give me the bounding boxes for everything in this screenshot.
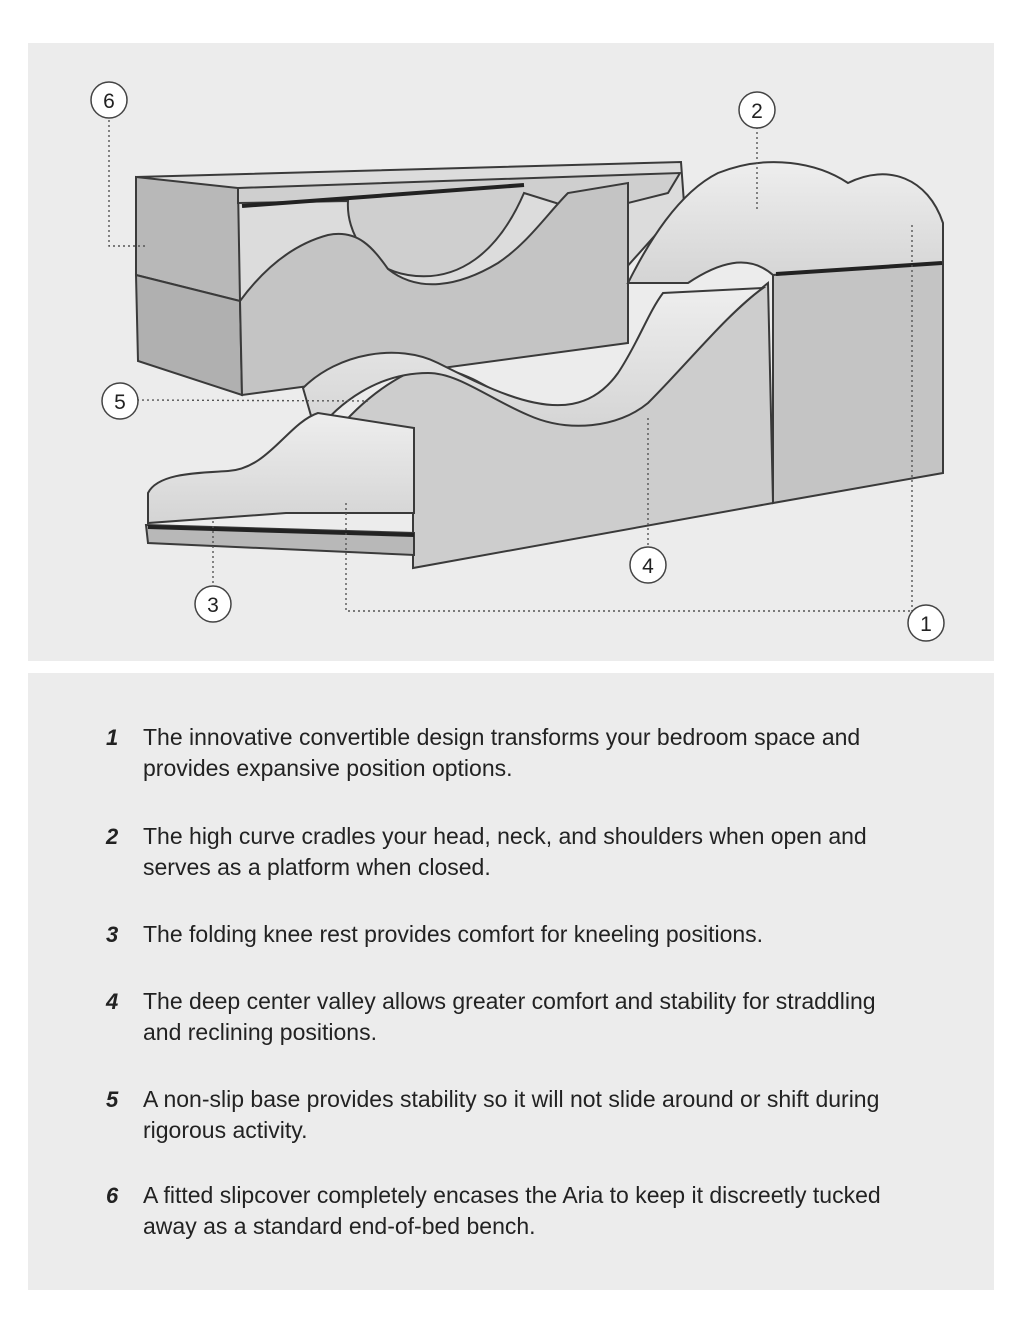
feature-number: 6	[106, 1183, 119, 1208]
callout-4-label: 4	[642, 555, 654, 578]
feature-number: 3	[106, 922, 119, 947]
callout-1	[908, 605, 944, 641]
callout-6-label: 6	[103, 90, 115, 113]
knee-rest-top	[148, 413, 414, 523]
callout-4	[630, 547, 666, 583]
feature-text: The high curve cradles your head, neck, and shoulders when open and serves as a platform when closed.	[143, 823, 867, 880]
callout-3-label: 3	[207, 594, 219, 617]
feature-list	[28, 673, 994, 1290]
feature-number: 2	[106, 824, 119, 849]
callout-1-label: 1	[920, 613, 932, 636]
feature-number: 5	[106, 1087, 119, 1112]
callout-2	[739, 92, 775, 128]
callout-2-label: 2	[751, 100, 763, 123]
callout-5-label: 5	[114, 391, 126, 414]
feature-text: The folding knee rest provides comfort for kneeling positions.	[143, 921, 764, 947]
callout-5	[102, 383, 138, 419]
feature-text: A non-slip base provides stability so it will not slide around or shift during rigorous activity.	[143, 1086, 880, 1143]
chaise-right-side	[773, 263, 943, 503]
product-diagram	[28, 43, 994, 661]
callout-6	[91, 82, 127, 118]
feature-list-panel	[28, 673, 994, 1290]
diagram-panel	[28, 43, 994, 661]
feature-text: The deep center valley allows greater comfort and stability for straddling and reclining positions.	[143, 988, 876, 1045]
feature-text: A fitted slipcover completely encases the Aria to keep it discreetly tucked away as a standard end-of-bed bench.	[143, 1182, 881, 1239]
feature-number: 1	[106, 725, 119, 750]
callout-3	[195, 586, 231, 622]
feature-number: 4	[106, 989, 119, 1014]
feature-text: The innovative convertible design transforms your bedroom space and provides expansive position options.	[143, 724, 861, 781]
